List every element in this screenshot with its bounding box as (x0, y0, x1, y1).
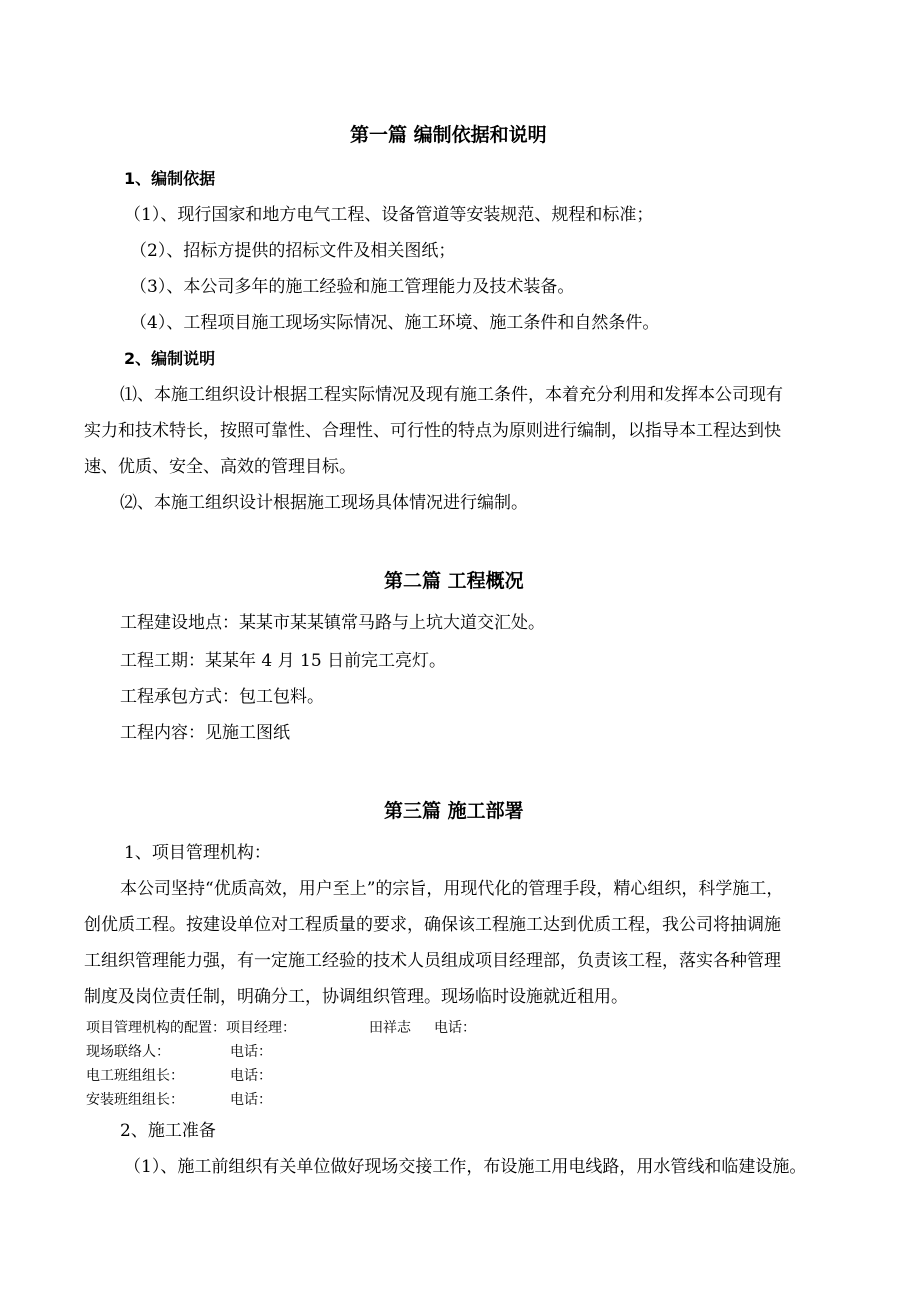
staff-phone-electrician-lead: 电话： (230, 1068, 272, 1084)
basis-heading: 1、编制依据 (124, 169, 216, 188)
staff-role-site-contact: 现场联络人： (86, 1044, 170, 1060)
overview-contract: 工程承包方式：包工包料。 (120, 687, 324, 707)
notes-heading: 2、编制说明 (124, 349, 216, 368)
org-para-line-1: 本公司坚持“优质高效，用户至上”的宗旨，用现代化的管理手段，精心组织，科学施工， (120, 879, 784, 899)
notes-para2: ⑵、本施工组织设计根据施工现场具体情况进行编制。 (120, 493, 528, 513)
org-heading: 1、项目管理机构： (124, 843, 271, 863)
org-para-line-2: 创优质工程。按建设单位对工程质量的要求，确保该工程施工达到优质工程，我公司将抽调施 (84, 915, 781, 935)
notes-para1-line-3: 速、优质、安全、高效的管理目标。 (84, 457, 356, 477)
org-para-line-3: 工组织管理能力强，有一定施工经验的技术人员组成项目经理部，负责该工程，落实各种管理 (84, 951, 781, 971)
part2-title: 第二篇 工程概况 (384, 570, 524, 592)
basis-item-3: （3）、本公司多年的施工经验和施工管理能力及技术装备。 (130, 277, 575, 297)
overview-period: 工程工期：某某年 4 月 15 日前完工亮灯。 (120, 651, 447, 671)
prep-item-1: （1）、施工前组织有关单位做好现场交接工作，布设施工用电线路，用水管线和临建设施。 (124, 1157, 807, 1177)
notes-para1-line-1: ⑴、本施工组织设计根据工程实际情况及现有施工条件，本着充分利用和发挥本公司现有 (120, 385, 783, 405)
staff-config-label: 项目管理机构的配置：项目经理： (86, 1020, 296, 1036)
staff-role-install-lead: 安装班组组长： (86, 1092, 184, 1108)
basis-item-2: （2）、招标方提供的招标文件及相关图纸； (130, 241, 456, 261)
prep-heading: 2、施工准备 (120, 1121, 216, 1141)
staff-role-electrician-lead: 电工班组组长： (86, 1068, 184, 1084)
project-manager-name: 田祥志 (369, 1020, 411, 1036)
staff-phone-site-contact: 电话： (230, 1044, 272, 1060)
notes-para1-line-2: 实力和技术特长，按照可靠性、合理性、可行性的特点为原则进行编制，以指导本工程达到快 (84, 421, 781, 441)
basis-item-1: （1）、现行国家和地方电气工程、设备管道等安装规范、规程和标准； (124, 205, 654, 225)
project-manager-phone-label: 电话： (434, 1020, 476, 1036)
part1-title: 第一篇 编制依据和说明 (350, 124, 547, 146)
part3-title: 第三篇 施工部署 (384, 800, 524, 822)
overview-location: 工程建设地点：某某市某某镇常马路与上坑大道交汇处。 (120, 613, 545, 633)
org-para-line-4: 制度及岗位责任制，明确分工，协调组织管理。现场临时设施就近租用。 (84, 987, 628, 1007)
overview-content: 工程内容：见施工图纸 (120, 723, 290, 743)
basis-item-4: （4）、工程项目施工现场实际情况、施工环境、施工条件和自然条件。 (130, 313, 660, 333)
staff-phone-install-lead: 电话： (230, 1092, 272, 1108)
